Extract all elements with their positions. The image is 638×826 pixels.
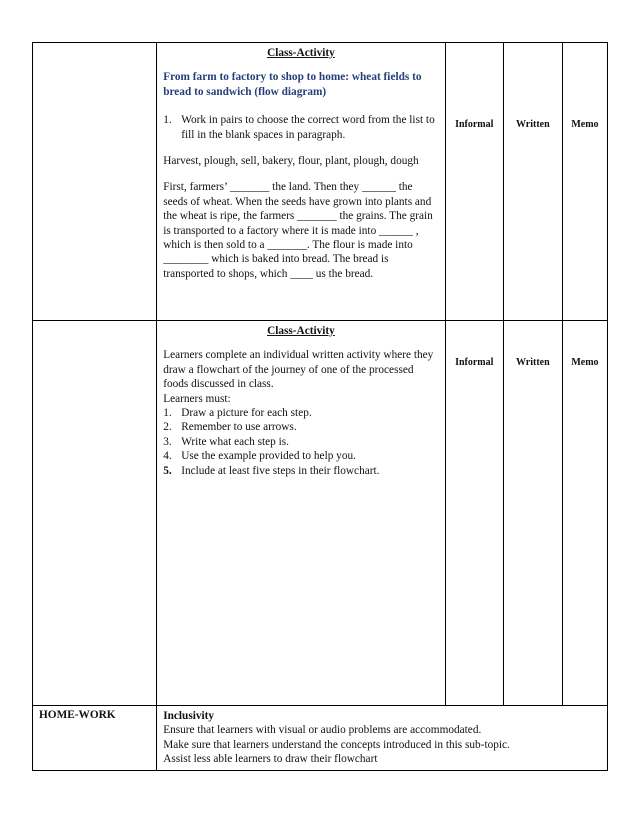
step-number: 4. <box>163 450 172 463</box>
step-number: 5. <box>163 464 172 477</box>
step-text: Remember to use arrows. <box>181 421 297 434</box>
row-label-cell-empty <box>33 321 157 706</box>
step-number: 3. <box>163 435 172 448</box>
assessment-tool-cell <box>562 43 607 321</box>
assessment-type-cell <box>445 321 503 706</box>
row-label-cell-empty <box>33 43 157 321</box>
homework-label-cell <box>33 706 157 771</box>
assessment-type-cell <box>445 43 503 321</box>
flow-diagram-title: From farm to factory to shop to home: wheat fields to bread to sandwich (flow diagram) <box>163 71 422 98</box>
step-text: Include at least five steps in their flowchart. <box>181 464 380 477</box>
inclusivity-line: Make sure that learners understand the concepts introduced in this sub-topic. <box>163 738 510 751</box>
list-item <box>163 449 439 463</box>
instruction-item <box>163 113 439 142</box>
learners-must-label: Learners must: <box>163 392 231 405</box>
list-item <box>163 406 439 420</box>
activity-cell-2 <box>157 321 446 706</box>
assessment-form: Written <box>515 119 550 130</box>
inclusivity-title: Inclusivity <box>163 710 215 722</box>
inclusivity-line: Assist less able learners to draw their flowchart <box>163 753 378 766</box>
activity-heading: Class-Activity <box>267 325 335 337</box>
step-number: 2. <box>163 421 172 434</box>
activity-row-1 <box>33 43 608 321</box>
homework-row <box>33 706 608 771</box>
assessment-tool: Memo <box>571 119 599 130</box>
lesson-plan-table <box>32 42 608 771</box>
assessment-form-cell <box>503 43 562 321</box>
instruction-text: Work in pairs to choose the correct word from the list to fill in the blank spaces in paragraph. <box>181 114 435 141</box>
assessment-type: Informal <box>455 119 494 130</box>
activity-row-2 <box>33 321 608 706</box>
inclusivity-cell <box>157 706 608 771</box>
assessment-type: Informal <box>455 357 494 368</box>
assessment-tool: Memo <box>571 357 599 368</box>
activity-intro: Learners complete an individual written activity where they draw a flowchart of the journey of one of the processed foods discussed in class. <box>163 349 434 391</box>
instruction-number: 1. <box>163 114 172 127</box>
step-text: Use the example provided to help you. <box>181 450 356 463</box>
step-text: Write what each step is. <box>181 435 289 448</box>
list-item <box>163 464 439 478</box>
homework-label: HOME-WORK <box>39 709 116 721</box>
list-item <box>163 435 439 449</box>
assessment-tool-cell <box>562 321 607 706</box>
inclusivity-line: Ensure that learners with visual or audio problems are accommodated. <box>163 724 482 737</box>
activity-heading: Class-Activity <box>267 47 335 59</box>
fill-in-paragraph: First, farmers’ _______ the land. Then they ______ the seeds of wheat. When the seeds have grown into plants and the wheat is ripe, the farmers _______ the grains. The grain is transported to a factory where it is made into ______ , which is then sold to a _______. The flour is made into ________ which is baked into bread. The bread is transported to shops, which ____ us the bread. <box>163 181 433 280</box>
step-text: Draw a picture for each step. <box>181 407 312 420</box>
assessment-form-cell <box>503 321 562 706</box>
activity-cell-1 <box>157 43 446 321</box>
step-number: 1. <box>163 407 172 420</box>
assessment-form: Written <box>515 357 550 368</box>
list-item <box>163 420 439 434</box>
word-list: Harvest, plough, sell, bakery, flour, plant, plough, dough <box>163 155 419 168</box>
